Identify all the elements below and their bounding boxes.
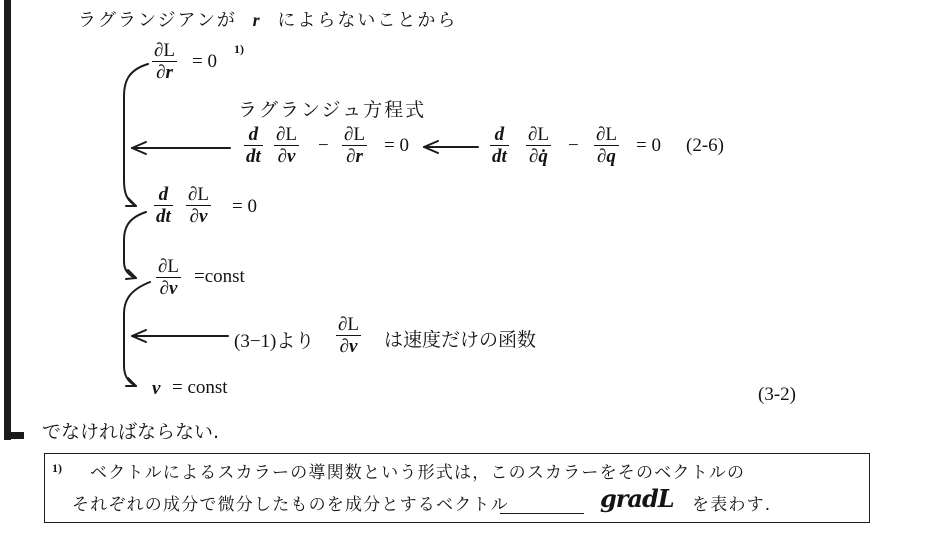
eq-ref-3-2: (3-2) [758, 384, 796, 405]
frac-den: ∂v [339, 336, 358, 357]
frac-d-dt-a [244, 124, 263, 167]
frac-num: d [494, 124, 505, 145]
conclusion-text: でなければならない. [42, 421, 220, 443]
frac-den: ∂v [159, 278, 178, 299]
footnote-line2-pre: それぞれの成分で微分したものを成分とする [72, 495, 436, 515]
frac-d-dt-c [154, 184, 173, 227]
eq-ref-2-6: (2-6) [686, 135, 724, 156]
footnote-line2-post: を表わす. [692, 495, 772, 515]
eq-zero-top: = 0 [192, 51, 217, 72]
frac-d-dt-b [490, 124, 509, 167]
v-var: v [152, 378, 161, 399]
footnote-line2-underlined: ベクトル [436, 495, 509, 515]
frac-dL-dv-e [336, 314, 361, 357]
frac-den: ∂v [189, 206, 208, 227]
frac-num: ∂L [528, 124, 549, 145]
footnote-line1: ベクトルによるスカラーの導関数という形式は，このスカラーをそのベクトルの [90, 463, 746, 483]
intro-prefix: ラグランジアンが [78, 10, 237, 31]
lagrange-eq-label: ラグランジュ方程式 [238, 99, 427, 121]
frac-den: dt [492, 146, 507, 167]
frac-den: ∂r [156, 62, 173, 83]
v-const: = const [172, 377, 228, 398]
eq-zero-b: = 0 [636, 135, 661, 156]
eq-zero-c: = 0 [232, 196, 257, 217]
frac-dL-dv-d [156, 256, 181, 299]
intro-var: r [252, 10, 262, 30]
frac-num: ∂L [344, 124, 365, 145]
frac-num: ∂L [158, 256, 179, 277]
frac-num: ∂L [276, 124, 297, 145]
frac-den: ∂r [346, 146, 363, 167]
frac-num: ∂L [154, 40, 175, 61]
frac-dL-dq [594, 124, 619, 167]
intro-suffix: によらないことから [277, 10, 458, 31]
minus-b: − [568, 135, 579, 156]
handwritten-gradL: gradL [600, 484, 674, 513]
frac-den: ∂q̇ [529, 146, 548, 167]
frac-num: ∂L [596, 124, 617, 145]
footnote-line1-mark: 1) [52, 461, 62, 475]
frac-dL-dqdot [526, 124, 551, 167]
ref-3-1: (3−1)より [234, 331, 315, 352]
eq-const-a: =const [194, 266, 245, 287]
frac-num: ∂L [188, 184, 209, 205]
eq-zero-a: = 0 [384, 135, 409, 156]
footnote-ref: 1) [234, 42, 244, 56]
handwritten-underline [500, 513, 584, 514]
footnote-line2 [72, 490, 509, 515]
frac-num: ∂L [338, 314, 359, 335]
minus-a: − [318, 135, 329, 156]
frac-den: dt [156, 206, 171, 227]
frac-den: dt [246, 146, 261, 167]
frac-num: d [248, 124, 259, 145]
frac-dL-dr-top [152, 40, 177, 83]
velocity-only-text: は速度だけの函数 [384, 329, 537, 351]
frac-dL-dv-c [186, 184, 211, 227]
frac-dL-dv-a [274, 124, 299, 167]
frac-dL-dr-a [342, 124, 367, 167]
frac-den: ∂v [277, 146, 296, 167]
frac-num: d [158, 184, 169, 205]
frac-den: ∂q [597, 146, 616, 167]
